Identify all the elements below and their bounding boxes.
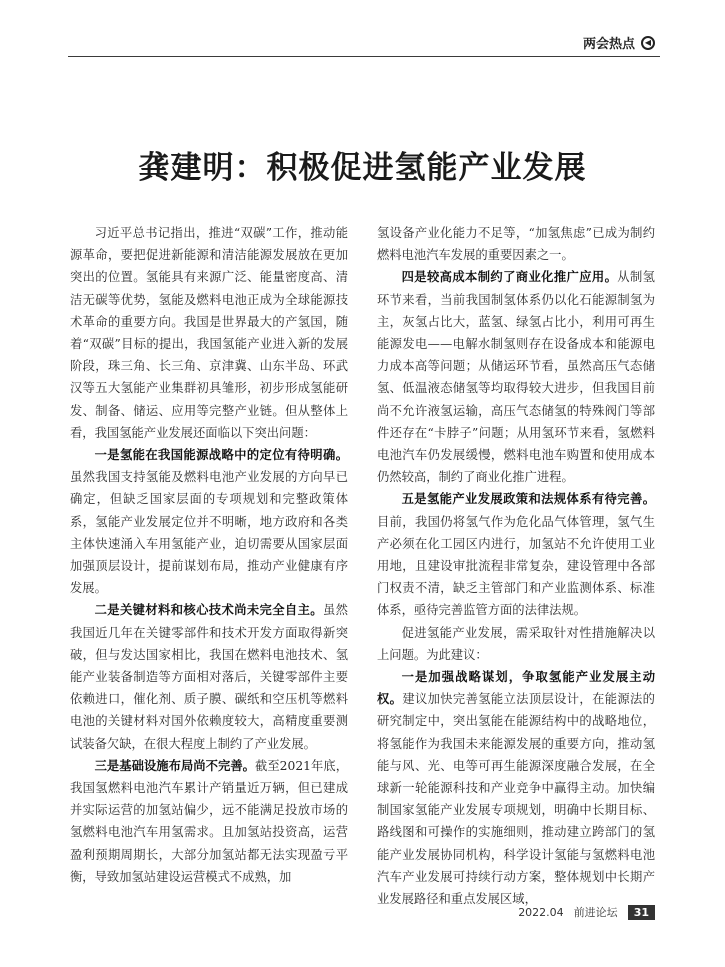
left-column [70, 222, 348, 888]
page-number: 31 [628, 905, 655, 920]
paragraph: 氢设备产业化能力不足等，“加氢焦虑”已成为制约燃料电池汽车发展的重要因素之一。 [377, 226, 655, 263]
right-column [377, 222, 655, 910]
paragraph: 五是氢能产业发展政策和法规体系有待完善。目前，我国仍将氢气作为危化品气体管理，氢气生产必须在化工园区内进行，加氢站不允许使用工业用地，且建设审批流程非常复杂，建设管理中各部门权责不清，缺乏主管部门和产业监测体系、标准体系，亟待完善监管方面的法律法规。 [377, 492, 655, 618]
section-title: 两会热点 [582, 37, 635, 52]
section-header [583, 33, 655, 52]
paragraph: 促进氢能产业发展，需采取针对性措施解决以上问题。为此建议： [377, 625, 655, 662]
article-title: 龚建明：积极促进氢能产业发展 [138, 150, 587, 186]
circle-arrow-icon: ◀ [641, 36, 655, 50]
paragraph: 三是基础设施布局尚不完善。截至2021年底，我国氢燃料电池汽车累计产销量近万辆，但已建成并实际运营的加氢站偏少，远不能满足投放市场的氢燃料电池汽车用氢需求。且加氢站投资高，运营盈利预期周期长，大部分加氢站都无法实现盈亏平衡，导致加氢站建设运营模式不成熟，加 [70, 758, 348, 884]
paragraph: 一是氢能在我国能源战略中的定位有待明确。虽然我国支持氢能及燃料电池产业发展的方向早已确定，但缺乏国家层面的专项规划和完整政策体系，氢能产业发展定位并不明晰，地方政府和各类主体快速涌入车用氢能产业，迫切需要从国家层面加强顶层设计，提前谋划布局，推动产业健康有序发展。 [70, 448, 348, 596]
magazine-name: 前进论坛 [573, 906, 618, 919]
header-rule [68, 56, 660, 57]
paragraph: 二是关键材料和核心技术尚未完全自主。虽然我国近几年在关键零部件和技术开发方面取得新突破，但与发达国家相比，我国在燃料电池技术、氢能产业装备制造等方面相对落后，关键零部件主要依赖进口，催化剂、质子膜、碳纸和空压机等燃料电池的关键材料对国外依赖度较大，高精度重要测试装备欠缺，在很大程度上制约了产业发展。 [70, 603, 348, 751]
paragraph: 习近平总书记指出，推进“双碳”工作，推动能源革命，要把促进新能源和清洁能源发展放在更加突出的位置。氢能具有来源广泛、能量密度高、清洁无碳等优势，氢能及燃料电池正成为全球能源技术革命的重要方向。我国是世界最大的产氢国，随着“双碳”目标的提出，我国氢能产业进入新的发展阶段，珠三角、长三角、京津冀、山东半岛、环武汉等五大氢能产业集群初具雏形，初步形成氢能研发、制备、储运、应用等完整产业链。但从整体上看，我国氢能产业发展还面临以下突出问题： [70, 226, 348, 440]
paragraph: 四是较高成本制约了商业化推广应用。从制氢环节来看，当前我国制氢体系仍以化石能源制氢为主，灰氢占比大，蓝氢、绿氢占比小，利用可再生能源发电——电解水制氢则存在设备成本和能源电力成本高等问题；从储运环节看，虽然高压气态储氢、低温液态储氢等均取得较大进步，但我国目前尚不允许液氢运输，高压气态储氢的特殊阀门等部件还存在“卡脖子”问题；从用氢环节来看，氢燃料电池汽车仍发展缓慢，燃料电池车购置和使用成本仍然较高，制约了商业化推广进程。 [377, 270, 655, 485]
paragraph: 一是加强战略谋划，争取氢能产业发展主动权。建议加快完善氢能立法顶层设计，在能源法的研究制定中，突出氢能在能源结构中的战略地位，将氢能作为我国未来能源发展的重要方向，推动氢能与风、光、电等可再生能源深度融合发展，在全球新一轮能源科技和产业竞争中赢得主动。加快编制国家氢能产业发展专项规划，明确中长期目标、路线图和可操作的实施细则，推动建立跨部门的氢能产业发展协同机构，科学设计氢能与氢燃料电池汽车产业发展可持续行动方案，整体规划中长期产业发展路径和重点发展区域， [377, 670, 655, 907]
page-footer [518, 904, 655, 920]
issue-date: 2022.04 [518, 905, 564, 919]
